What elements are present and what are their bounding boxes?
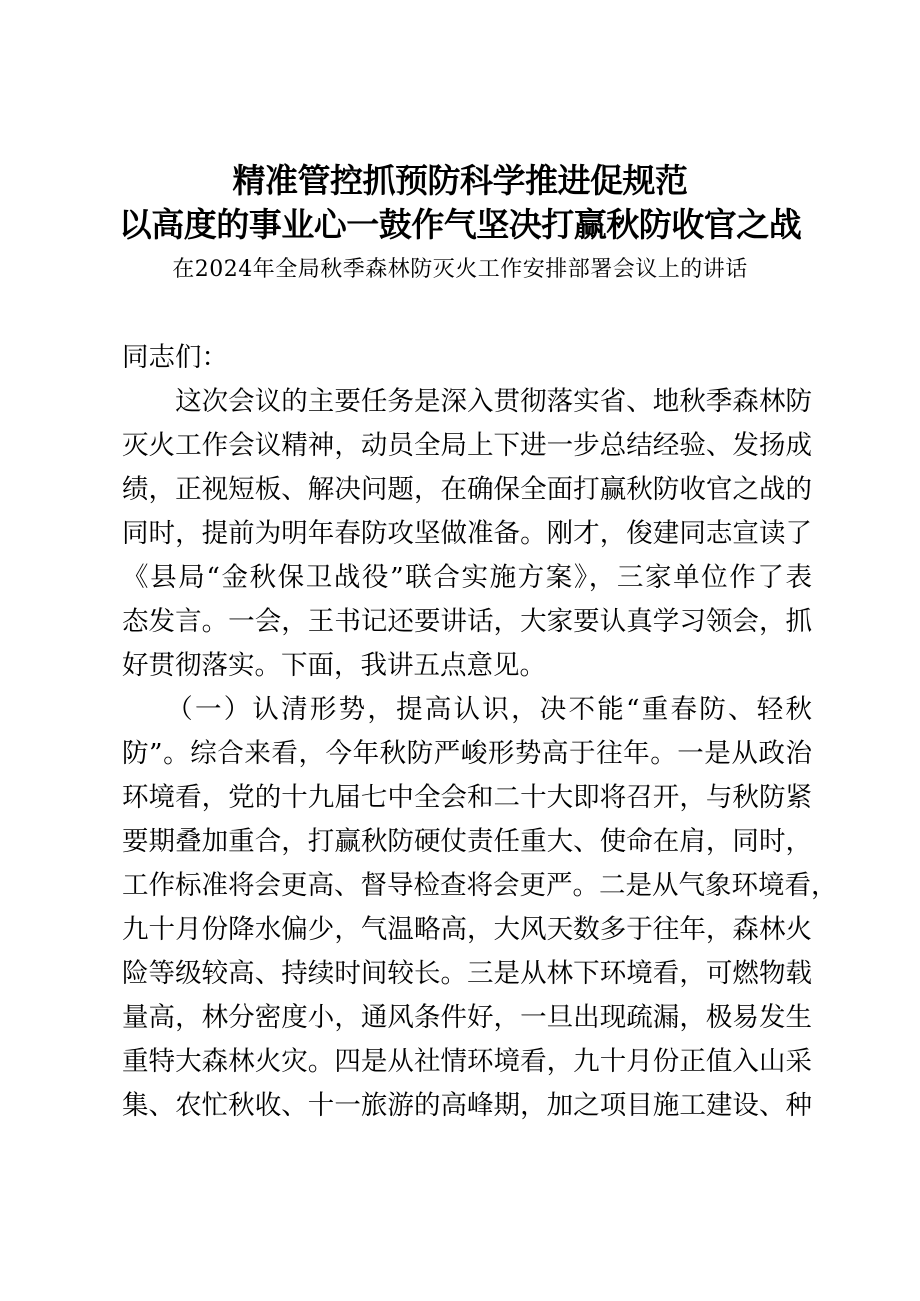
body-line: 要期叠加重合，打赢秋防硬仗责任重大、使命在肩，同时， <box>122 826 812 857</box>
document-title-line-2: 以高度的事业心一鼓作气坚决打赢秋防收官之战 <box>118 205 802 244</box>
body-line: 环境看，党的十九届七中全会和二十大即将召开，与秋防紧 <box>122 782 812 813</box>
body-line: 《县局“金秋保卫战役”联合实施方案》，三家单位作了表 <box>122 562 812 593</box>
body-line: 防”。综合来看，今年秋防严峻形势高于往年。一是从政治 <box>122 738 812 769</box>
body-line: 好贯彻落实。下面，我讲五点意见。 <box>122 650 546 681</box>
body-line: 绩，正视短板、解决问题，在确保全面打赢秋防收官之战的 <box>122 474 812 505</box>
salutation: 同志们： <box>122 342 228 373</box>
body-line: 量高，林分密度小，通风条件好，一旦出现疏漏，极易发生 <box>122 1002 812 1033</box>
body-line: 重特大森林火灾。四是从社情环境看，九十月份正值入山采 <box>122 1046 812 1077</box>
body-line: 同时，提前为明年春防攻坚做准备。刚才，俊建同志宣读了 <box>122 518 812 549</box>
body-line: 这次会议的主要任务是深入贯彻落实省、地秋季森林防 <box>122 386 812 417</box>
document-title-line-1: 精准管控抓预防科学推进促规范 <box>232 161 688 200</box>
body-line: 险等级较高、持续时间较长。三是从林下环境看，可燃物载 <box>122 958 812 989</box>
document-subtitle: 在2024年全局秋季森林防灭火工作安排部署会议上的讲话 <box>172 257 748 282</box>
body-line: 九十月份降水偏少，气温略高，大风天数多于往年，森林火 <box>122 914 812 945</box>
body-line: 工作标准将会更高、督导检查将会更严。二是从气象环境看， <box>122 870 838 901</box>
body-line: 态发言。一会，王书记还要讲话，大家要认真学习领会，抓 <box>122 606 812 637</box>
body-line: 灭火工作会议精神，动员全局上下进一步总结经验、发扬成 <box>122 430 812 461</box>
body-line: （一）认清形势，提高认识，决不能“重春防、轻秋 <box>122 694 812 725</box>
body-line: 集、农忙秋收、十一旅游的高峰期，加之项目施工建设、种 <box>122 1090 812 1121</box>
